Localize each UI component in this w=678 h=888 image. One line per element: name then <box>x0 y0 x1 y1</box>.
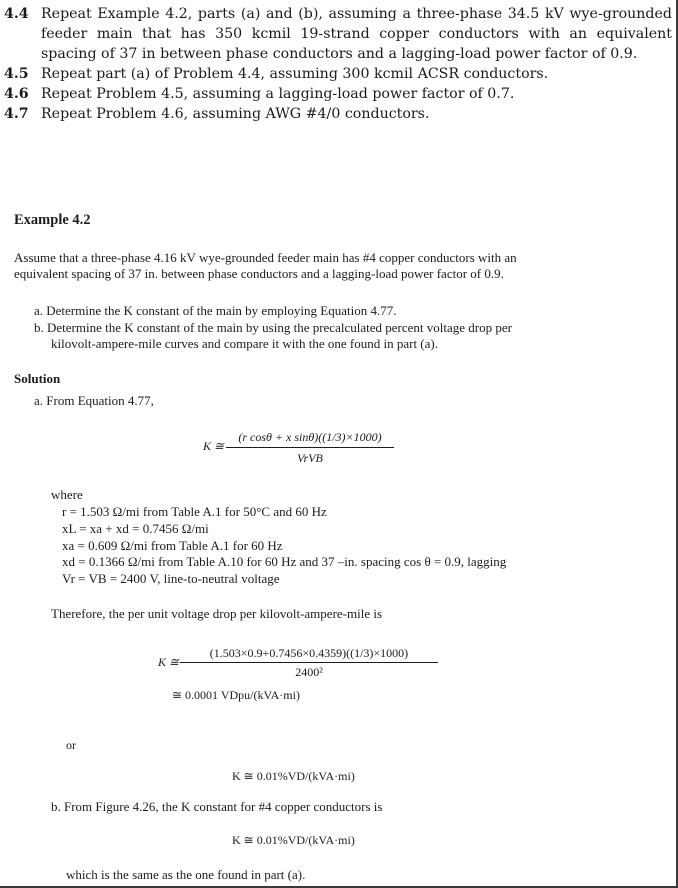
therefore-text: Therefore, the per unit voltage drop per kilovolt-ampere-mile is <box>51 606 383 621</box>
problem-4-7 <box>4 104 672 124</box>
problem-text: Repeat Problem 4.6, assuming AWG #4/0 conductors. <box>41 106 430 122</box>
def-r: r = 1.503 Ω/mi from Table A.1 for 50°C and 60 Hz <box>62 504 327 519</box>
solution-a-intro: a. From Equation 4.77, <box>34 393 154 408</box>
where-label: where <box>51 487 83 502</box>
def-vr: Vr = VB = 2400 V, line-to-neutral voltage <box>62 571 280 586</box>
problem-4-4 <box>4 4 672 64</box>
or-label: or <box>66 738 76 752</box>
problem-4-5 <box>4 64 672 84</box>
eq2-result: ≅ 0.0001 VDpu/(kVA·mi) <box>172 688 300 702</box>
problem-number: 4.7 <box>4 106 29 122</box>
solution-b-intro: b. From Figure 4.26, the K constant for #4 copper conductors is <box>51 799 383 814</box>
eq4: K ≅ 0.01%VD/(kVA·mi) <box>232 833 355 847</box>
example-part-b-line1: b. Determine the K constant of the main by using the precalculated percent voltage drop per <box>34 320 512 335</box>
problem-text: Repeat Problem 4.5, assuming a lagging-load power factor of 0.7. <box>41 86 515 102</box>
problem-number: 4.4 <box>4 6 29 22</box>
example-title: Example 4.2 <box>14 212 91 228</box>
problem-number: 4.6 <box>4 86 29 102</box>
closing-text: which is the same as the one found in part (a). <box>66 867 306 882</box>
def-xa: xa = 0.609 Ω/mi from Table A.1 for 60 Hz <box>62 538 283 553</box>
problem-text: Repeat Example 4.2, parts (a) and (b), assuming a three-phase 34.5 kV wye-grounded feeder main that has 350 kcmil 19-strand copper conductors with an equivalent spacing of 37 in between phase conductors and a lagging-load power factor of 0.9. <box>41 6 672 62</box>
example-part-a: a. Determine the K constant of the main by employing Equation 4.77. <box>34 303 397 318</box>
solution-title: Solution <box>14 371 61 386</box>
eq1-numerator: (r cosθ + x sinθ)((1/3)×1000) <box>238 430 382 444</box>
example-intro-line2: equivalent spacing of 37 in. between phase conductors and a lagging-load power factor of 0.9. <box>14 266 504 281</box>
eq2-denominator: 2400² <box>295 665 323 679</box>
example-intro-line1: Assume that a three-phase 4.16 kV wye-grounded feeder main has #4 copper conductors with an <box>14 250 517 265</box>
eq2-fraction-bar <box>180 662 438 663</box>
eq3: K ≅ 0.01%VD/(kVA·mi) <box>232 769 355 783</box>
problem-4-6 <box>4 84 672 104</box>
example-part-b-line2: kilovolt-ampere-mile curves and compare it with the one found in part (a). <box>51 336 438 351</box>
problem-number: 4.5 <box>4 66 29 82</box>
def-xl: xL = xa + xd = 0.7456 Ω/mi <box>62 521 209 536</box>
problem-text: Repeat part (a) of Problem 4.4, assuming 300 kcmil ACSR conductors. <box>41 66 549 82</box>
def-xd: xd = 0.1366 Ω/mi from Table A.10 for 60 Hz and 37 –in. spacing cos θ = 0.9, lagging <box>62 554 507 569</box>
eq1-fraction-bar <box>226 447 394 448</box>
eq2-lhs: K ≅ <box>158 655 180 669</box>
eq1-denominator: VrVB <box>297 451 323 465</box>
eq1-lhs: K ≅ <box>203 439 225 453</box>
eq2-numerator: (1.503×0.9+0.7456×0.4359)((1/3)×1000) <box>209 646 409 660</box>
